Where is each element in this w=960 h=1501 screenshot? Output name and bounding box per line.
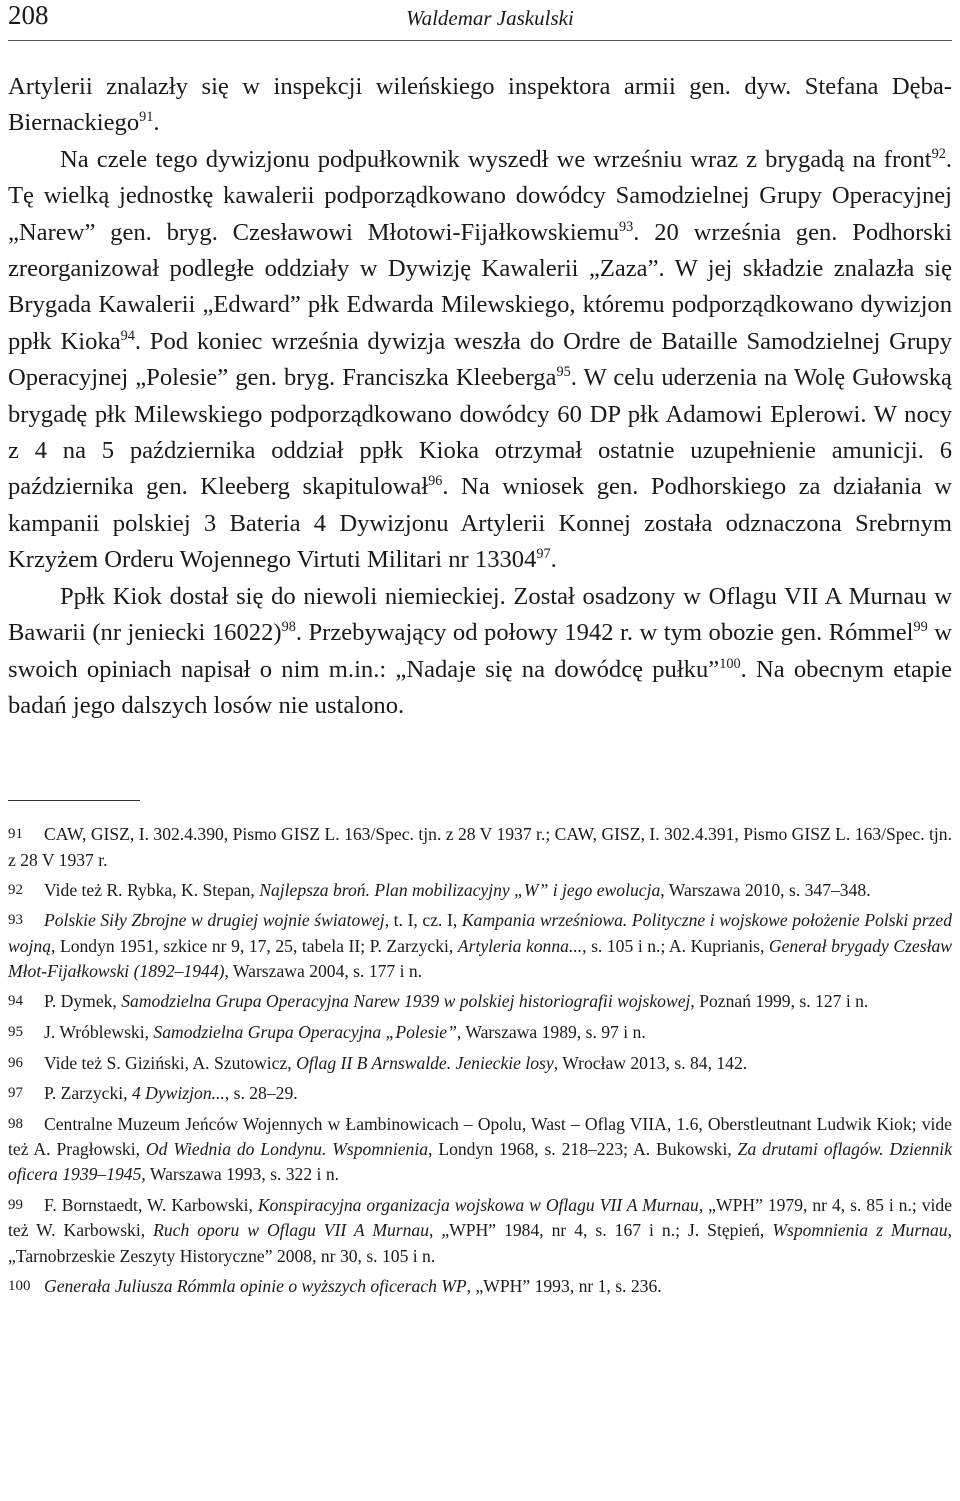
footnote-text: , s. 105 i n.; A. Kuprianis,	[582, 935, 769, 956]
footnote-text: CAW, GISZ, I. 302.4.390, Pismo GISZ L. 163/Spec. tjn. z 28 V 1937 r.; CAW, GISZ, I. 302.4.391, Pismo GISZ L. 163/Spec. tjn. z 28 V 1937 r.	[8, 824, 952, 870]
footnote-title: Generała Juliusza Rómmla opinie o wyższych oficerach WP	[44, 1276, 467, 1297]
text-run: . Na obecnym etapie badań jego dalszych losów nie ustalono.	[8, 655, 952, 719]
text-run: . Na wniosek gen. Podhorskiego za działania w kampanii polskiej 3 Bateria 4 Dywizjonu Artylerii Konnej została odznaczona Srebrnym Krzyżem Orderu Wojennego Virtuti Militari nr 13304	[8, 473, 952, 574]
footnote-ref: 97	[536, 546, 551, 563]
text-run: . Przebywający od połowy 1942 r. w tym obozie gen. Rómmel	[295, 619, 914, 647]
footnote-title: Za drutami oflagów. Dziennik oficera 1939–1945	[8, 1139, 953, 1185]
footnote-text: , t. I, cz. I,	[384, 910, 462, 931]
footnote-97	[8, 1081, 952, 1107]
text-run: . W celu uderzenia na Wolę Gułowską brygadę płk Milewskiego podporządkowano dowódcy 60 DP płk Adamowi Eplerowi. W nocy z 4 na 5 października oddział ppłk Kioka otrzymał ostatnie uzupełnienie amunicji. 6 października gen. Kleeberg skapitulował	[8, 364, 952, 501]
footnote-text: P. Dymek,	[44, 991, 122, 1012]
footnote-title: Polskie Siły Zbrojne w drugiej wojnie światowej	[44, 910, 385, 931]
footnote-text: F. Bornstaedt, W. Karbowski,	[44, 1194, 258, 1215]
footnote-ref: 93	[619, 218, 634, 235]
footnote-ref: 96	[428, 473, 443, 490]
footnote-100	[8, 1274, 952, 1300]
footnote-title: Artyleria konna...	[457, 935, 583, 956]
footnote-text: , Londyn 1968, s. 218–223; A. Bukowski,	[428, 1139, 738, 1160]
footnote-text: , „WPH” 1984, nr 4, s. 167 i n.; J. Stępień,	[429, 1220, 773, 1241]
footnote-number: 91	[8, 826, 23, 842]
footnote-number: 96	[8, 1054, 23, 1071]
footnote-text: , Wrocław 2013, s. 84, 142.	[553, 1052, 748, 1073]
footnote-94	[8, 989, 952, 1015]
footnote-text: , Warszawa 1993, s. 322 i n.	[141, 1164, 340, 1185]
footnote-91	[8, 822, 952, 873]
footnote-number: 98	[8, 1115, 23, 1132]
running-head-author: Waldemar Jaskulski	[406, 6, 574, 30]
footnote-title: 4 Dywizjon...	[131, 1083, 225, 1104]
text-run: . Pod koniec września dywizja weszła do Ordre de Bataille Samodzielnej Grupy Operacyjnej „Polesie” gen. bryg. Franciszka Kleeberga	[8, 327, 952, 392]
footnote-text: Vide też S. Giziński, A. Szutowicz,	[44, 1052, 297, 1073]
footnote-text: P. Zarzycki,	[44, 1083, 132, 1104]
footnote-title: Oflag II B Arnswalde. Jenieckie losy	[296, 1052, 554, 1073]
paragraph-3	[8, 579, 952, 725]
text-run: .	[153, 109, 160, 137]
paragraph-1	[8, 69, 952, 142]
footnote-title: Najlepsza broń. Plan mobilizacyjny „W” i jego ewolucja	[259, 880, 661, 901]
footnote-92	[8, 878, 952, 904]
footnote-text: , Warszawa 2010, s. 347–348.	[660, 880, 871, 901]
footnote-text: , s. 28–29.	[224, 1083, 298, 1104]
footnote-number: 97	[8, 1085, 23, 1102]
footnote-ref: 99	[913, 619, 928, 636]
footnote-text: , „WPH” 1993, nr 1, s. 236.	[466, 1276, 662, 1297]
running-header	[8, 2, 952, 38]
footnote-99	[8, 1193, 952, 1269]
footnote-ref: 94	[120, 328, 135, 344]
footnote-title: Wspomnienia z Murnau	[772, 1220, 948, 1241]
footnote-title: Konspiracyjna organizacja wojskowa w Oflagu VII A Murnau	[257, 1194, 699, 1215]
footnote-ref: 91	[139, 109, 154, 126]
paragraph-2	[8, 142, 952, 579]
footnotes	[8, 822, 952, 1304]
footnote-93	[8, 908, 952, 984]
text-run: .	[550, 546, 557, 574]
text-run: Na czele tego dywizjonu podpułkownik wyszedł we wrześniu wraz z brygadą na front	[60, 145, 932, 173]
footnote-95	[8, 1020, 952, 1046]
footnote-number: 100	[8, 1277, 31, 1294]
footnote-98	[8, 1112, 952, 1188]
footnote-number: 92	[8, 881, 23, 898]
footnote-text: J. Wróblewski,	[44, 1022, 154, 1043]
footnote-text: , „Tarnobrzeskie Zeszyty Historyczne” 2008, nr 30, s. 105 i n.	[8, 1220, 952, 1266]
footnote-ref: 92	[931, 145, 946, 162]
text-run: . Tę wielką jednostkę kawalerii podporządkowano dowódcy Samodzielnej Grupy Operacyjnej „Narew” gen. bryg. Czesławowi Młotowi-Fijałkowskiemu	[8, 145, 952, 246]
text-run: . 20 września gen. Podhorski zreorganizował podległe oddziały w Dywizję Kawalerii „Zaza”. W jej składzie znalazła się Brygada Kawalerii „Edward” płk Edwarda Milewskiego, któremu podporządkowano dywizjon ppłk Kioka	[8, 218, 952, 355]
footnote-title: Generał brygady Czesław Młot-Fijałkowski (1892–1944)	[8, 935, 952, 982]
header-rule	[8, 40, 952, 41]
footnote-number: 93	[8, 912, 23, 929]
footnote-title: Kampania wrześniowa. Polityczne i wojskowe położenie Polski przed wojną	[8, 910, 952, 956]
footnote-96	[8, 1051, 952, 1077]
footnote-text: , „WPH” 1979, nr 4, s. 85 i n.; vide też W. Karbowski,	[8, 1194, 952, 1241]
footnote-text: , Poznań 1999, s. 127 i n.	[690, 991, 869, 1012]
footnote-ref: 98	[281, 619, 296, 636]
footnote-title: Samodzielna Grupa Operacyjna Narew 1939 w polskiej historiografii wojskowej	[121, 991, 691, 1012]
footnote-text: , Warszawa 1989, s. 97 i n.	[456, 1022, 646, 1043]
text-run: w swoich opiniach napisał o nim m.in.: „Nadaje się na dowódcę pułku”	[8, 619, 952, 683]
footnote-title: Od Wiednia do Londynu. Wspomnienia	[145, 1139, 429, 1160]
main-text	[8, 69, 952, 724]
footnote-separator	[8, 800, 140, 801]
footnote-text: Vide też R. Rybka, K. Stepan,	[44, 880, 260, 901]
footnote-number: 94	[8, 993, 23, 1010]
footnote-text: , Warszawa 2004, s. 177 i n.	[224, 961, 423, 982]
footnote-title: Samodzielna Grupa Operacyjna „Polesie”	[153, 1022, 457, 1043]
footnote-number: 99	[8, 1196, 23, 1213]
footnote-ref: 100	[719, 655, 741, 672]
footnote-ref: 95	[556, 364, 571, 381]
page-number: 208	[8, 0, 49, 30]
text-run: Artylerii znalazły się w inspekcji wileńskiego inspektora armii gen. dyw. Stefana Dęba-Biernackiego	[8, 73, 952, 137]
footnote-number: 95	[8, 1024, 23, 1041]
footnote-text: , Londyn 1951, szkice nr 9, 17, 25, tabela II; P. Zarzycki,	[51, 935, 458, 956]
footnote-title: Ruch oporu w Oflagu VII A Murnau	[153, 1220, 430, 1241]
footnote-text: Centralne Muzeum Jeńców Wojennych w Łambinowicach – Opolu, Wast – Oflag VIIA, 1.6, Oberstleutnant Ludwik Kiok; vide też A. Pragłowski,	[8, 1113, 952, 1160]
text-run: Ppłk Kiok dostał się do niewoli niemieckiej. Został osadzony w Oflagu VII A Murnau w Bawarii (nr jeniecki 16022)	[8, 582, 952, 647]
